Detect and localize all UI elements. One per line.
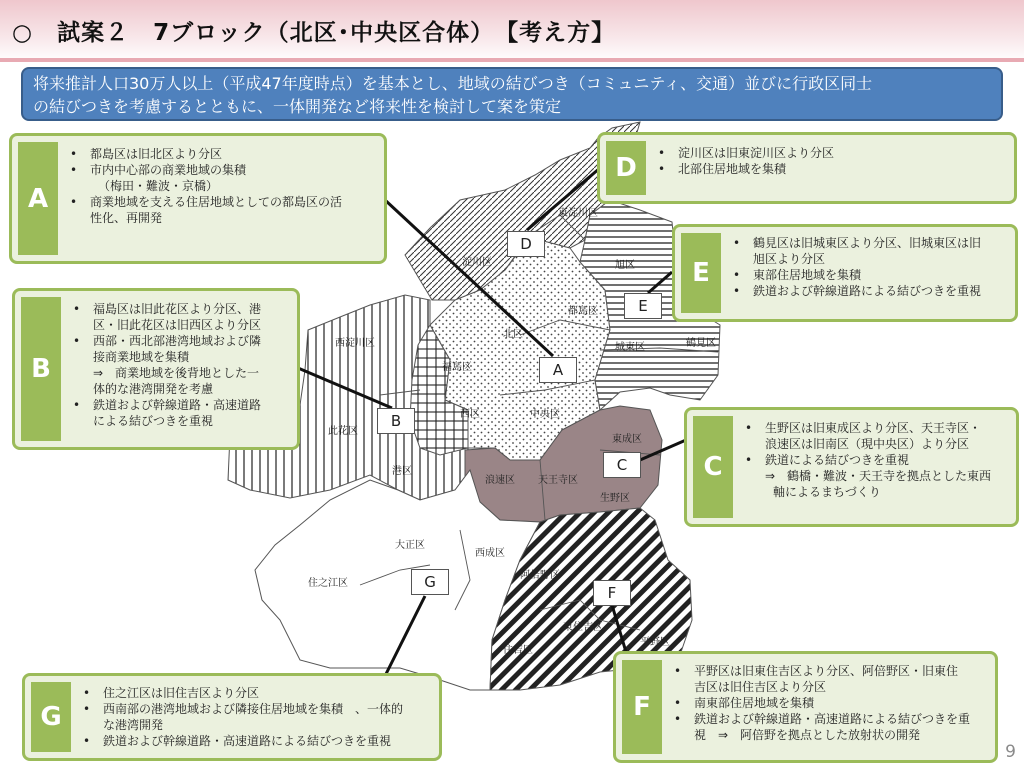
map-tag-d: D: [507, 231, 545, 257]
card-g-item-2: • 西南部の港湾地域および隣接住居地域を集積 、一体的 な港湾開発: [81, 701, 439, 733]
ward-label-fukushima: 福島区: [442, 362, 472, 373]
card-b-item-1: • 福島区は旧此花区より分区、港 区・旧此花区は旧西区より分区: [71, 301, 297, 333]
card-f: [613, 651, 998, 763]
ward-label-hirano: 平野区: [640, 637, 670, 648]
card-d-list: [656, 145, 1008, 177]
summary-line-1: 将来推計人口30万人以上（平成47年度時点）を基本とし、地域の結びつき（コミュニティ、交通）並びに行政区同士: [33, 74, 873, 93]
card-c-list: [743, 420, 1015, 500]
card-d-item-2: • 北部住居地域を集積: [656, 161, 1008, 177]
card-c-item-2: • 鉄道による結びつきを重視 ⇒ 鶴橋・難波・天王寺を拠点とした東西 軸によるまちづくり: [743, 452, 1015, 500]
ward-label-abeno: 阿倍野区: [520, 570, 560, 581]
card-a-item-3: • 商業地域を支える住居地域としての都島区の活 性化、再開発: [68, 194, 382, 226]
map-tag-b: B: [377, 408, 415, 434]
card-g-list: [81, 685, 439, 749]
card-f-item-1: • 平野区は旧東住吉区より分区、阿倍野区・旧東住 吉区は旧住吉区より分区: [672, 663, 994, 695]
card-g-item-1: • 住之江区は旧住吉区より分区: [81, 685, 439, 701]
ward-label-higashisumiyoshi: 東住吉区: [563, 622, 603, 633]
card-b-list: [71, 301, 297, 429]
ward-label-kita: 北区: [503, 329, 523, 340]
card-e-letter: E: [681, 233, 721, 313]
ward-label-higashiyodogawa: 東淀川区: [558, 208, 598, 219]
card-f-list: [672, 663, 994, 743]
page-number: 9: [1005, 742, 1016, 762]
ward-label-nishiyodogawa: 西淀川区: [335, 338, 375, 349]
card-g: [22, 673, 442, 761]
card-f-item-2: • 南東部住居地域を集積: [672, 695, 994, 711]
card-b-item-3: • 鉄道および幹線道路・高速道路 による結びつきを重視: [71, 397, 297, 429]
map-tag-e: E: [624, 293, 662, 319]
card-d-item-1: • 淀川区は旧東淀川区より分区: [656, 145, 1008, 161]
card-d: [597, 132, 1017, 204]
ward-label-tennoji: 天王寺区: [538, 475, 578, 486]
card-e-item-2: • 東部住居地域を集積: [731, 267, 1015, 283]
ward-label-nishinari: 西成区: [475, 548, 505, 559]
ward-label-konohana: 此花区: [328, 426, 358, 437]
ward-label-naniwa: 浪速区: [485, 475, 515, 486]
card-a-list: [68, 146, 382, 226]
card-f-letter: F: [622, 660, 662, 754]
card-a-item-1: • 都島区は旧北区より分区: [68, 146, 382, 162]
ward-label-ikuno: 生野区: [600, 493, 630, 504]
ward-label-chuo: 中央区: [530, 409, 560, 420]
card-f-item-3: • 鉄道および幹線道路・高速道路による結びつきを重 視 ⇒ 阿倍野を拠点とした放射状の開発: [672, 711, 994, 743]
card-c: [684, 407, 1019, 527]
card-c-item-1: • 生野区は旧東成区より分区、天王寺区・ 浪速区は旧南区（現中央区）より分区: [743, 420, 1015, 452]
ward-label-asahi: 旭区: [615, 260, 635, 271]
card-e-item-1: • 鶴見区は旧城東区より分区、旧城東区は旧 旭区より分区: [731, 235, 1015, 267]
ward-label-taisho: 大正区: [395, 540, 425, 551]
card-b-letter: B: [21, 297, 61, 441]
ward-label-suminoe: 住之江区: [308, 578, 348, 589]
card-a-item-2: • 市内中心部の商業地域の集積 （梅田・難波・京橋）: [68, 162, 382, 194]
card-d-letter: D: [606, 141, 646, 195]
card-g-item-3: • 鉄道および幹線道路・高速道路による結びつきを重視: [81, 733, 439, 749]
map-tag-a: A: [539, 357, 577, 383]
card-c-letter: C: [693, 416, 733, 518]
ward-label-tsurumi: 鶴見区: [686, 338, 716, 349]
card-a-letter: A: [18, 142, 58, 255]
ward-label-sumiyoshi: 住吉区: [503, 645, 533, 656]
card-a: [9, 133, 387, 264]
card-e-list: [731, 235, 1015, 299]
card-b-item-2: • 西部・西北部港湾地域および隣 接商業地域を集積 ⇒ 商業地域を後背地とした一 体的な港湾開発を考慮: [71, 333, 297, 397]
card-e-item-3: • 鉄道および幹線道路による結びつきを重視: [731, 283, 1015, 299]
summary-line-2: の結びつきを考慮するとともに、一体開発など将来性を検討して案を策定: [33, 97, 562, 116]
page-title: ○ 試案２ 7ブロック（北区･中央区合体） 【考え方】: [12, 20, 616, 46]
ward-label-yodogawa: 淀川区: [462, 257, 492, 268]
card-b: [12, 288, 300, 450]
ward-label-minato: 港区: [392, 466, 412, 477]
ward-label-nishi: 西区: [460, 409, 480, 420]
card-e: [672, 224, 1018, 322]
ward-label-joto: 城東区: [615, 342, 645, 353]
map-tag-f: F: [593, 580, 631, 606]
ward-label-miyakojima: 都島区: [568, 306, 598, 317]
map-tag-g: G: [411, 569, 449, 595]
ward-label-higashinari: 東成区: [612, 434, 642, 445]
card-g-letter: G: [31, 682, 71, 752]
map-tag-c: C: [603, 452, 641, 478]
